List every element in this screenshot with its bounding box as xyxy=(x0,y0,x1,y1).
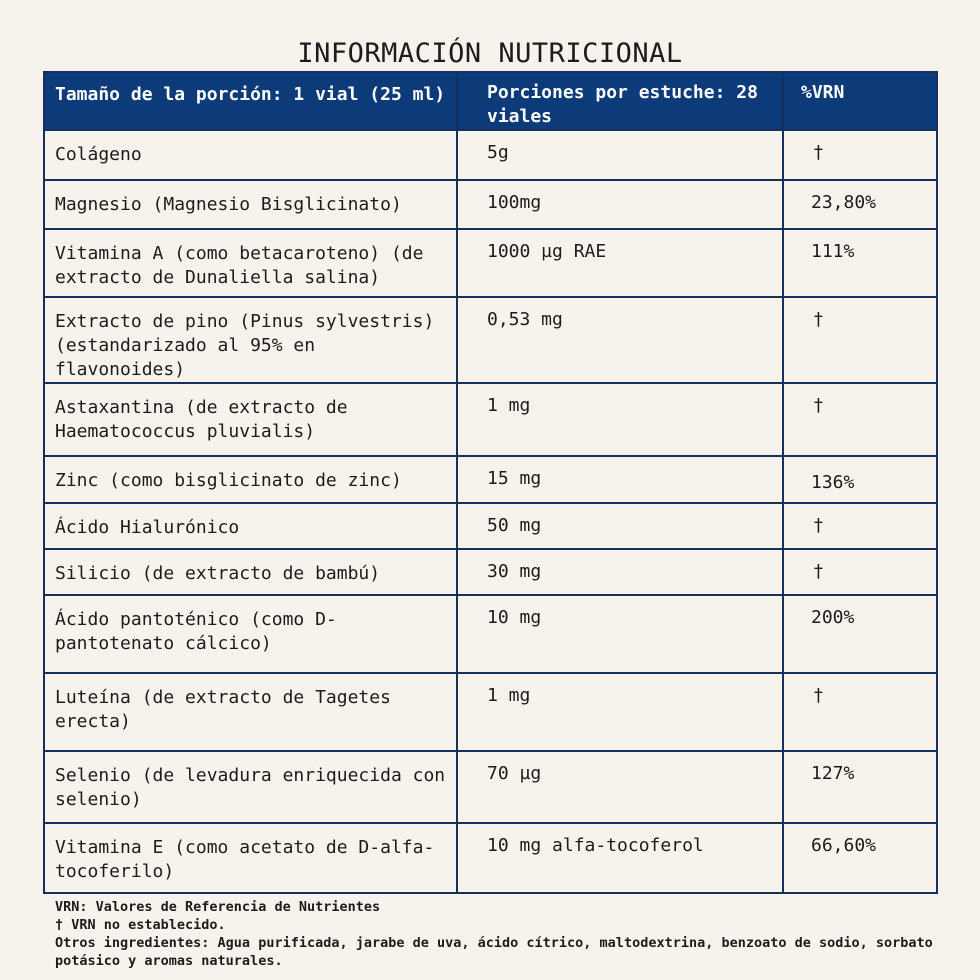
nutrient-vrn: 200% xyxy=(811,607,855,628)
nutrient-amount-cell xyxy=(457,297,783,383)
nutrient-amount: 0,53 mg xyxy=(487,309,563,330)
nutrient-amount-cell xyxy=(457,751,783,823)
table-row xyxy=(44,751,937,823)
nutrient-amount: 50 mg xyxy=(487,515,542,536)
nutrient-name-cell xyxy=(44,297,457,383)
nutrient-amount: 1000 µg RAE xyxy=(487,241,607,262)
nutrient-amount-cell xyxy=(457,130,783,180)
nutrient-vrn-cell xyxy=(783,130,937,180)
nutrient-name-cell xyxy=(44,229,457,297)
nutrient-vrn-cell xyxy=(783,297,937,383)
nutrient-vrn-cell xyxy=(783,229,937,297)
nutrient-amount: 1 mg xyxy=(487,395,531,416)
nutrient-name-cell xyxy=(44,595,457,673)
nutrient-vrn-cell xyxy=(783,549,937,595)
nutrient-name: Silicio (de extracto de bambú) xyxy=(55,563,381,584)
nutrient-vrn-cell xyxy=(783,751,937,823)
nutrient-vrn-cell xyxy=(783,503,937,549)
table-row xyxy=(44,503,937,549)
nutrient-vrn: † xyxy=(813,515,824,536)
nutrient-name: Vitamina A (como betacaroteno) (de extracto de Dunaliella salina) xyxy=(55,243,424,288)
header-vrn xyxy=(783,72,937,130)
nutrient-name: Luteína (de extracto de Tagetes erecta) xyxy=(55,687,391,732)
nutrient-amount-cell xyxy=(457,673,783,751)
nutrient-amount-cell xyxy=(457,180,783,229)
nutrient-name: Magnesio (Magnesio Bisglicinato) xyxy=(55,194,402,215)
nutrient-name-cell xyxy=(44,751,457,823)
nutrient-amount: 15 mg xyxy=(487,468,542,489)
table-row xyxy=(44,180,937,229)
nutrient-amount: 5g xyxy=(487,142,509,163)
nutrient-vrn-cell xyxy=(783,383,937,456)
table-row xyxy=(44,229,937,297)
header-servings-per-box-label: Porciones por estuche: 28 viales xyxy=(487,82,758,127)
dagger-note: † VRN no establecido. xyxy=(55,917,226,933)
table-row xyxy=(44,673,937,751)
nutrient-amount-cell xyxy=(457,823,783,893)
nutrient-amount: 30 mg xyxy=(487,561,542,582)
nutrient-amount: 1 mg xyxy=(487,685,531,706)
header-servings-per-box xyxy=(457,72,783,130)
nutrient-amount-cell xyxy=(457,549,783,595)
nutrient-vrn: † xyxy=(813,309,824,330)
table-row xyxy=(44,297,937,383)
nutrient-amount: 10 mg alfa-tocoferol xyxy=(487,835,704,856)
nutrient-vrn-cell xyxy=(783,823,937,893)
page-title: INFORMACIÓN NUTRICIONAL xyxy=(297,38,683,70)
nutrient-name: Ácido Hialurónico xyxy=(55,517,240,538)
nutrient-vrn: 66,60% xyxy=(811,835,877,856)
nutrient-amount-cell xyxy=(457,456,783,503)
nutrient-vrn: † xyxy=(813,395,824,416)
nutrient-name: Colágeno xyxy=(55,144,142,165)
nutrient-amount-cell xyxy=(457,383,783,456)
nutrient-vrn-cell xyxy=(783,673,937,751)
nutrient-name: Astaxantina (de extracto de Haematococcus pluvialis) xyxy=(55,397,348,442)
footnotes xyxy=(55,898,935,970)
nutrient-vrn: 23,80% xyxy=(811,192,877,213)
nutrient-vrn: † xyxy=(813,142,824,163)
nutrient-amount: 70 µg xyxy=(487,763,542,784)
table-row xyxy=(44,456,937,503)
nutrient-vrn: 127% xyxy=(811,763,855,784)
nutrient-amount: 10 mg xyxy=(487,607,542,628)
table-row xyxy=(44,595,937,673)
table-row xyxy=(44,383,937,456)
nutrient-name-cell xyxy=(44,180,457,229)
nutrient-name: Extracto de pino (Pinus sylvestris) (estandarizado al 95% en flavonoides) xyxy=(55,311,435,380)
nutrient-vrn-cell xyxy=(783,456,937,503)
header-vrn-label: %VRN xyxy=(801,82,845,103)
nutrient-vrn-cell xyxy=(783,180,937,229)
nutrient-vrn: 111% xyxy=(811,241,855,262)
header-serving-size-label: Tamaño de la porción: 1 vial (25 ml) xyxy=(55,84,446,105)
nutrient-name: Selenio (de levadura enriquecida con selenio) xyxy=(55,765,446,810)
nutrient-name-cell xyxy=(44,823,457,893)
nutrient-name: Zinc (como bisglicinato de zinc) xyxy=(55,470,402,491)
nutrient-vrn-cell xyxy=(783,595,937,673)
nutrient-name-cell xyxy=(44,673,457,751)
nutrient-name-cell xyxy=(44,130,457,180)
header-serving-size xyxy=(44,72,457,130)
nutrient-amount-cell xyxy=(457,595,783,673)
nutrient-amount: 100mg xyxy=(487,192,542,213)
nutrient-name-cell xyxy=(44,456,457,503)
nutrient-name-cell xyxy=(44,383,457,456)
other-ingredients: Otros ingredientes: Agua purificada, jarabe de uva, ácido cítrico, maltodextrina, benzoato de sodio, sorbato potásico y aromas naturales. xyxy=(55,935,933,969)
vrn-definition: VRN: Valores de Referencia de Nutrientes xyxy=(55,899,381,915)
nutrition-table xyxy=(43,71,938,894)
nutrient-name: Ácido pantoténico (como D-pantotenato cálcico) xyxy=(55,609,337,654)
nutrient-name-cell xyxy=(44,503,457,549)
nutrient-amount-cell xyxy=(457,503,783,549)
nutrient-vrn: 136% xyxy=(811,472,855,493)
nutrient-vrn: † xyxy=(813,561,824,582)
nutrient-name: Vitamina E (como acetato de D-alfa-tocoferilo) xyxy=(55,837,435,882)
nutrient-name-cell xyxy=(44,549,457,595)
table-row xyxy=(44,549,937,595)
nutrient-amount-cell xyxy=(457,229,783,297)
table-row xyxy=(44,130,937,180)
table-header-row xyxy=(44,72,937,130)
nutrient-vrn: † xyxy=(813,685,824,706)
table-row xyxy=(44,823,937,893)
